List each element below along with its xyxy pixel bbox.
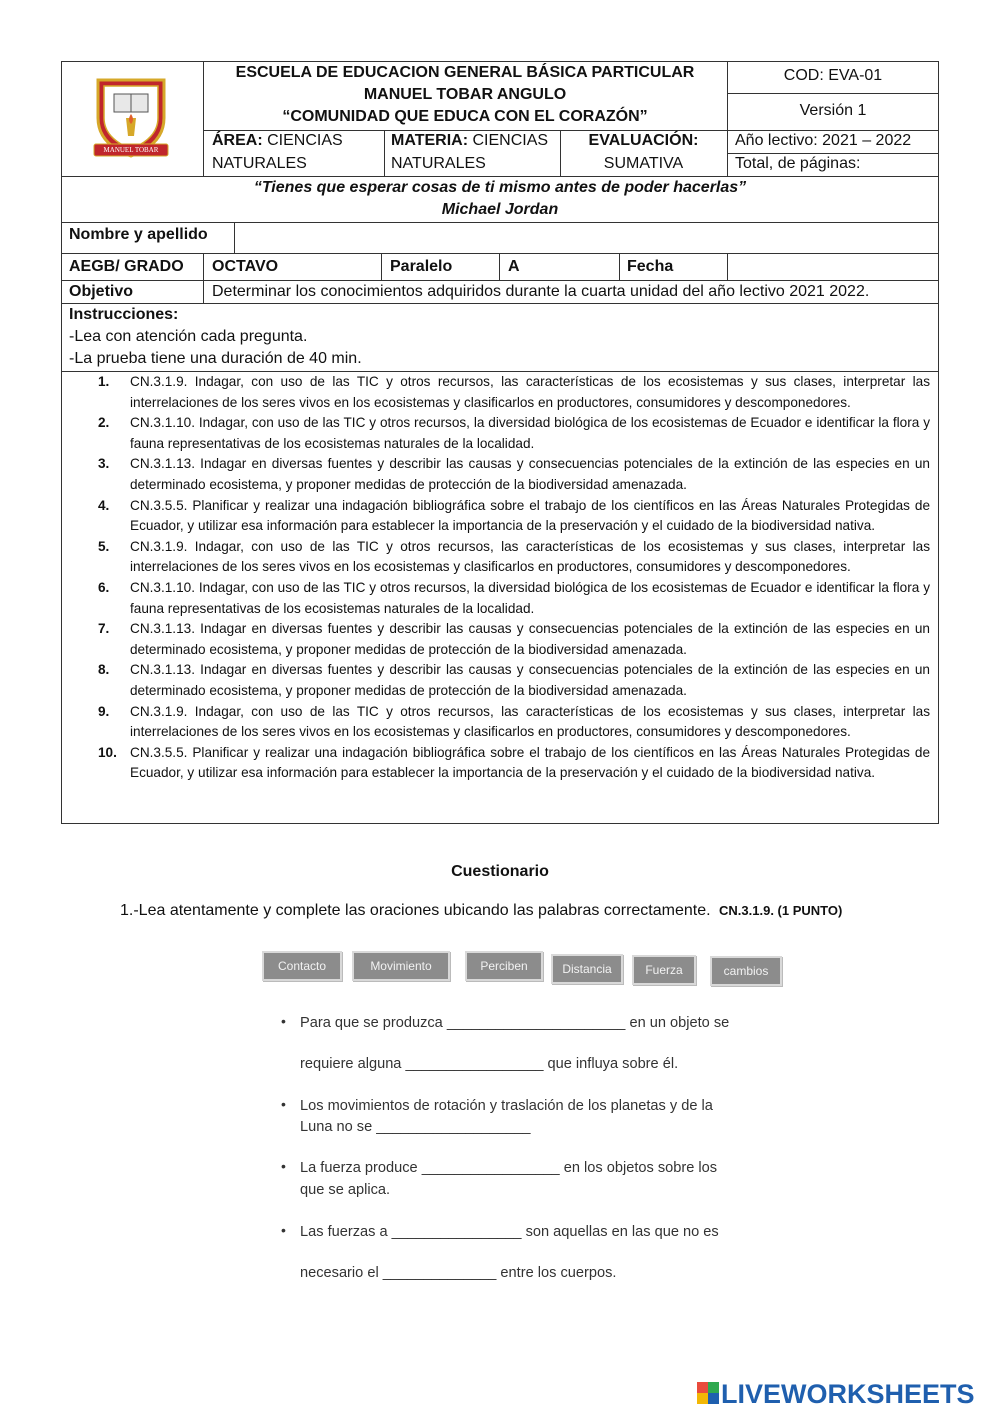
school-motto: “COMUNIDAD QUE EDUCA CON EL CORAZÓN” xyxy=(282,108,648,125)
paralelo-label: Paralelo xyxy=(390,258,453,275)
paralelo-value: A xyxy=(508,258,520,275)
question-1-text: 1.-Lea atentamente y complete las oraciones ubicando las palabras correctamente. xyxy=(120,902,711,919)
list-item: 10. CN.3.5.5. Planificar y realizar una indagación bibliográfica sobre el trabajo de los científicos en las Áreas Naturales Protegidas de Ecuador, y utilizar esa información para establecer la importancia de la preservación y el cuidado de la biodiversidad nativa. xyxy=(98,744,930,781)
question-1 xyxy=(120,900,842,922)
word-cambios[interactable]: cambios xyxy=(710,956,782,986)
evaluacion-value: SUMATIVA xyxy=(603,155,684,172)
nombre-label: Nombre y apellido xyxy=(69,226,208,243)
area-value-1: CIENCIAS xyxy=(267,132,343,149)
logo-text: MANUEL TOBAR xyxy=(103,146,159,154)
word-fuerza[interactable]: Fuerza xyxy=(632,955,696,985)
list-item: 2. CN.3.1.10. Indagar, con uso de las TIC y otros recursos, la diversidad biológica de los ecosistemas de Ecuador e identificar la flora y fauna representativas de los ecosistemas naturales de la localidad. xyxy=(98,415,930,451)
area-field xyxy=(212,130,343,152)
word-movimiento[interactable]: Movimiento xyxy=(352,951,450,981)
word-contacto[interactable]: Contacto xyxy=(262,951,342,981)
materia-value-2: NATURALES xyxy=(391,155,486,172)
quote-text: “Tienes que esperar cosas de ti mismo antes de poder hacerlas” xyxy=(253,179,747,196)
liveworksheets-logo xyxy=(697,1378,997,1410)
sentence-1-line-2: requiere alguna _________________ que influya sobre él. xyxy=(300,1056,679,1072)
nombre-input[interactable] xyxy=(236,224,936,251)
bullet-icon: • xyxy=(281,1096,286,1112)
word-perciben[interactable]: Perciben xyxy=(465,951,543,981)
list-item: 4. CN.3.5.5. Planificar y realizar una indagación bibliográfica sobre el trabajo de los científicos en las Áreas Naturales Protegidas de Ecuador, y utilizar esa información para establecer la importancia de la preservación y el cuidado de la biodiversidad nativa. xyxy=(98,497,930,534)
instruccion-line-2: -La prueba tiene una duración de 40 min. xyxy=(69,350,362,367)
quote-author: Michael Jordan xyxy=(441,201,559,218)
school-name-line2: MANUEL TOBAR ANGULO xyxy=(363,86,567,103)
bullet-icon: • xyxy=(281,1158,286,1174)
objectives-list xyxy=(68,372,930,784)
materia-field xyxy=(391,130,548,152)
materia-value-1: CIENCIAS xyxy=(472,132,549,149)
list-item: 1. CN.3.1.9. Indagar, con uso de las TIC y otros recursos, las características de los ecosistemas y sus clases, interpretar las interrelaciones de los seres vivos en los ecosistemas y clasificarlos en productores, consumidores y descomponedores. xyxy=(98,374,930,410)
total-paginas: Total, de páginas: xyxy=(735,155,861,172)
sentence-4-line-2: necesario el ______________ entre los cuerpos. xyxy=(300,1265,617,1281)
watermark-text: LIVEWORKSHEETS xyxy=(721,1379,975,1409)
evaluacion-label: EVALUACIÓN: xyxy=(588,132,699,149)
question-1-code: CN.3.1.9. (1 PUNTO) xyxy=(719,903,843,918)
sentence-3-line-1: La fuerza produce _________________ en los objetos sobre los xyxy=(300,1160,718,1176)
list-item: 3. CN.3.1.13. Indagar en diversas fuentes y describir las causas y consecuencias potenciales de la extinción de las especies en un determinado ecosistema, y proponer medidas de protección de la biodiversidad amenazada. xyxy=(98,456,930,492)
school-logo xyxy=(90,74,172,162)
objetivo-label: Objetivo xyxy=(69,283,134,300)
list-item: 6. CN.3.1.10. Indagar, con uso de las TIC y otros recursos, la diversidad biológica de los ecosistemas de Ecuador e identificar la flora y fauna representativas de los ecosistemas naturales de la localidad. xyxy=(98,579,930,616)
document-version: Versión 1 xyxy=(799,102,867,119)
sentence-3-line-2: que se aplica. xyxy=(300,1182,391,1198)
sentence-2-line-2: Luna no se ___________________ xyxy=(300,1119,531,1135)
materia-label: MATERIA: xyxy=(391,132,469,149)
sentence-2-line-1: Los movimientos de rotación y traslación de los planetas y de la xyxy=(300,1098,713,1114)
list-item: 7. CN.3.1.13. Indagar en diversas fuentes y describir las causas y consecuencias potenciales de la extinción de las especies en un determinado ecosistema, y proponer medidas de protección de la biodiversidad amenazada. xyxy=(98,621,930,657)
sentence-4-line-1: Las fuerzas a ________________ son aquellas en las que no es xyxy=(300,1224,719,1240)
bullet-icon: • xyxy=(281,1013,286,1029)
objetivo-text: Determinar los conocimientos adquiridos durante la cuarta unidad del año lectivo 2021 2022. xyxy=(212,283,870,300)
grado-value: OCTAVO xyxy=(212,258,279,275)
school-name-line1: ESCUELA DE EDUCACION GENERAL BÁSICA PARTICULAR xyxy=(235,64,695,81)
list-item: 8. CN.3.1.13. Indagar en diversas fuentes y describir las causas y consecuencias potenciales de la extinción de las especies en un determinado ecosistema, y proponer medidas de protección de la biodiversidad amenazada. xyxy=(98,662,930,698)
bullet-icon: • xyxy=(281,1222,286,1238)
fecha-label: Fecha xyxy=(627,258,674,275)
document-code: COD: EVA-01 xyxy=(783,67,883,84)
sentence-1-line-1: Para que se produzca ______________________ en un objeto se xyxy=(300,1015,730,1031)
anio-lectivo: Año lectivo: 2021 – 2022 xyxy=(735,132,912,149)
live-badge-icon xyxy=(697,1382,719,1404)
instruccion-line-1: -Lea con atención cada pregunta. xyxy=(69,328,308,345)
list-item: 9. CN.3.1.9. Indagar, con uso de las TIC y otros recursos, las características de los ecosistemas y sus clases, interpretar las interrelaciones de los seres vivos en los ecosistemas y clasificarlos en productores, consumidores y descomponedores. xyxy=(98,703,930,740)
instrucciones-label: Instrucciones: xyxy=(69,306,179,323)
word-distancia[interactable]: Distancia xyxy=(551,954,623,984)
cuestionario-title: Cuestionario xyxy=(451,863,549,880)
area-value-2: NATURALES xyxy=(212,155,307,172)
grado-label: AEGB/ GRADO xyxy=(69,258,184,275)
list-item: 5. CN.3.1.9. Indagar, con uso de las TIC y otros recursos, las características de los ecosistemas y sus clases, interpretar las interrelaciones de los seres vivos en los ecosistemas y clasificarlos en productores, consumidores y descomponedores. xyxy=(98,538,930,575)
fecha-input[interactable] xyxy=(729,255,937,279)
area-label: ÁREA: xyxy=(212,132,263,149)
